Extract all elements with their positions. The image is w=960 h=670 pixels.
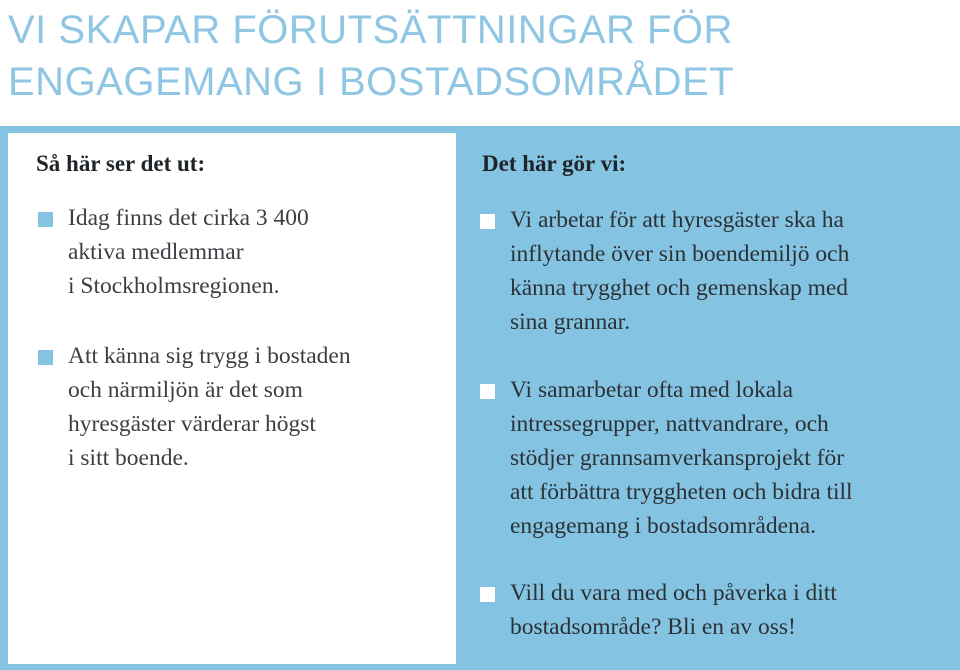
bullet-text: Idag finns det cirka 3 400 aktiva medlemmar i Stockholmsregionen.	[68, 205, 309, 299]
bullet-text: Vill du vara med och påverka i ditt bostadsområde? Bli en av oss!	[510, 580, 837, 640]
square-bullet-icon	[38, 212, 53, 227]
headline-line-2: ENGAGEMANG I BOSTADSOMRÅDET	[8, 60, 735, 104]
page-headline	[8, 4, 948, 108]
square-bullet-icon	[480, 214, 495, 229]
our-actions-heading: Det här gör vi:	[482, 151, 627, 176]
square-bullet-icon	[480, 587, 495, 602]
our-actions-panel	[456, 133, 952, 664]
current-situation-item	[38, 201, 438, 303]
our-actions-item	[480, 576, 940, 644]
our-actions-item	[480, 203, 940, 339]
square-bullet-icon	[38, 350, 53, 365]
square-bullet-icon	[480, 384, 495, 399]
current-situation-heading: Så här ser det ut:	[36, 151, 206, 176]
bullet-text: Vi arbetar för att hyresgäster ska ha inflytande över sin boendemiljö och känna trygghet och gemenskap med sina grannar.	[510, 207, 850, 335]
bullet-text: Att känna sig trygg i bostaden och närmiljön är det som hyresgäster värderar högst i sitt boende.	[68, 343, 351, 471]
our-actions-item	[480, 373, 950, 543]
current-situation-item	[38, 339, 438, 475]
headline-line-1: VI SKAPAR FÖRUTSÄTTNINGAR FÖR	[8, 8, 733, 52]
bullet-text: Vi samarbetar ofta med lokala intressegrupper, nattvandrare, och stödjer grannsamverkansprojekt för att förbättra tryggheten och bidra till engagemang i bostadsområdena.	[510, 377, 853, 539]
current-situation-panel	[8, 133, 456, 664]
